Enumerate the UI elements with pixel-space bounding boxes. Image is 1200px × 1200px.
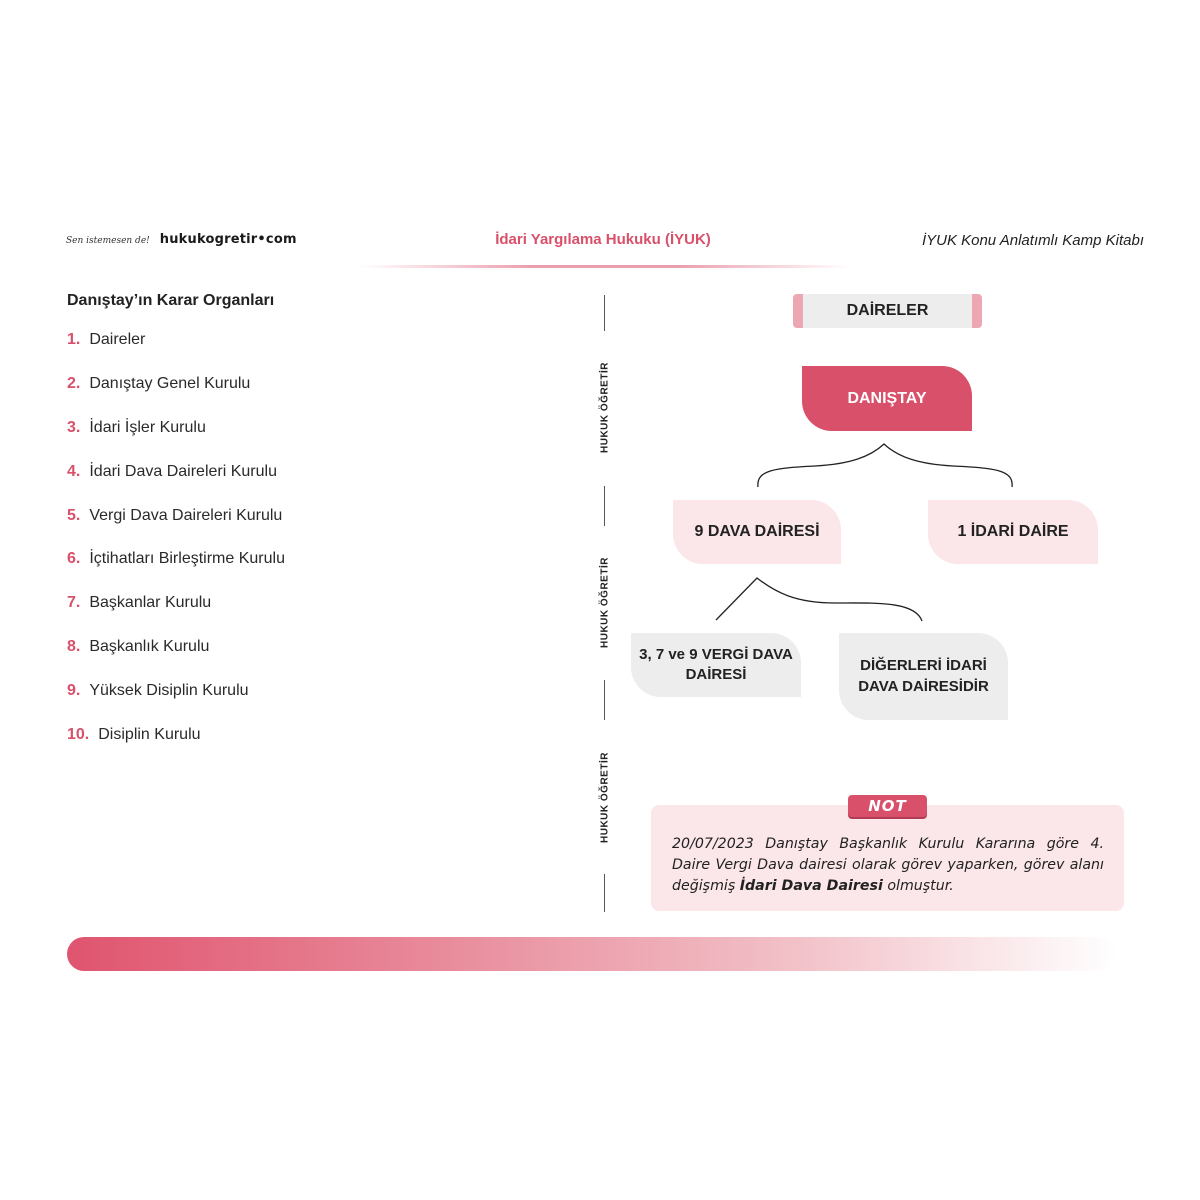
list-item bbox=[67, 419, 285, 463]
watermark-text: HUKUK ÖĞRETİR bbox=[599, 752, 611, 843]
list-item bbox=[67, 726, 285, 770]
list-item bbox=[67, 594, 285, 638]
list-item bbox=[67, 331, 285, 375]
item-number: 3. bbox=[67, 418, 81, 436]
one-admin-chamber-box: 1 İDARİ DAİRE bbox=[928, 500, 1098, 564]
item-label: Daireler bbox=[89, 331, 146, 348]
item-number: 8. bbox=[67, 638, 81, 656]
nine-chambers-box: 9 DAVA DAİRESİ bbox=[673, 500, 841, 564]
item-label: Yüksek Disiplin Kurulu bbox=[89, 682, 249, 700]
organ-list bbox=[67, 331, 285, 770]
tax-chambers-box: 3, 7 ve 9 VERGİ DAVA DAİRESİ bbox=[631, 633, 801, 697]
danistay-box: DANIŞTAY bbox=[802, 366, 972, 431]
watermark-text: HUKUK ÖĞRETİR bbox=[599, 557, 611, 648]
note-badge: NOT bbox=[848, 795, 927, 817]
note-text-start: 20/07/2023 Danıştay Başkanlık Kurulu Kararına göre 4. Daire Vergi Dava dairesi olarak görev yaparken, görev alanı değişmiş bbox=[672, 836, 1104, 894]
brand-logo bbox=[66, 232, 297, 247]
header-title: İdari Yargılama Hukuku (İYUK) bbox=[495, 231, 711, 248]
diagram-title-box: DAİRELER bbox=[793, 294, 982, 328]
item-number: 1. bbox=[67, 331, 81, 348]
item-number: 9. bbox=[67, 682, 81, 700]
item-number: 6. bbox=[67, 550, 81, 568]
brand-name: hukukogretir•com bbox=[159, 232, 297, 247]
other-chambers-box: DİĞERLERİ İDARİ DAVA DAİRESİDİR bbox=[839, 633, 1008, 720]
item-label: İçtihatları Birleştirme Kurulu bbox=[89, 550, 285, 568]
header-divider bbox=[360, 265, 850, 268]
list-item bbox=[67, 638, 285, 682]
item-number: 5. bbox=[67, 506, 81, 524]
item-number: 7. bbox=[67, 594, 81, 612]
note-text bbox=[672, 834, 1104, 897]
item-label: Disiplin Kurulu bbox=[98, 726, 201, 744]
list-item bbox=[67, 463, 285, 507]
list-item bbox=[67, 507, 285, 551]
item-number: 4. bbox=[67, 462, 81, 480]
item-label: İdari İşler Kurulu bbox=[89, 418, 206, 436]
brand-slogan: Sen istemesen de! bbox=[66, 236, 150, 246]
item-label: İdari Dava Daireleri Kurulu bbox=[89, 462, 277, 480]
item-label: Vergi Dava Daireleri Kurulu bbox=[89, 506, 283, 524]
note-text-bold: İdari Dava Dairesi bbox=[739, 878, 883, 894]
item-label: Başkanlık Kurulu bbox=[89, 638, 210, 656]
note-text-end: olmuştur. bbox=[882, 878, 954, 894]
item-number: 2. bbox=[67, 374, 81, 392]
footer-gradient-bar bbox=[67, 937, 1117, 971]
divider-line bbox=[604, 680, 605, 720]
divider-line bbox=[604, 295, 605, 331]
watermark-text: HUKUK ÖĞRETİR bbox=[599, 362, 611, 453]
list-item bbox=[67, 682, 285, 726]
divider-line bbox=[604, 874, 605, 912]
item-label: Başkanlar Kurulu bbox=[89, 594, 212, 612]
item-number: 10. bbox=[67, 726, 90, 744]
book-title: İYUK Konu Anlatımlı Kamp Kitabı bbox=[921, 232, 1144, 249]
list-item bbox=[67, 375, 285, 419]
divider-line bbox=[604, 486, 605, 526]
item-label: Danıştay Genel Kurulu bbox=[89, 374, 251, 392]
list-title: Danıştay’ın Karar Organları bbox=[67, 292, 275, 309]
list-item bbox=[67, 550, 285, 594]
